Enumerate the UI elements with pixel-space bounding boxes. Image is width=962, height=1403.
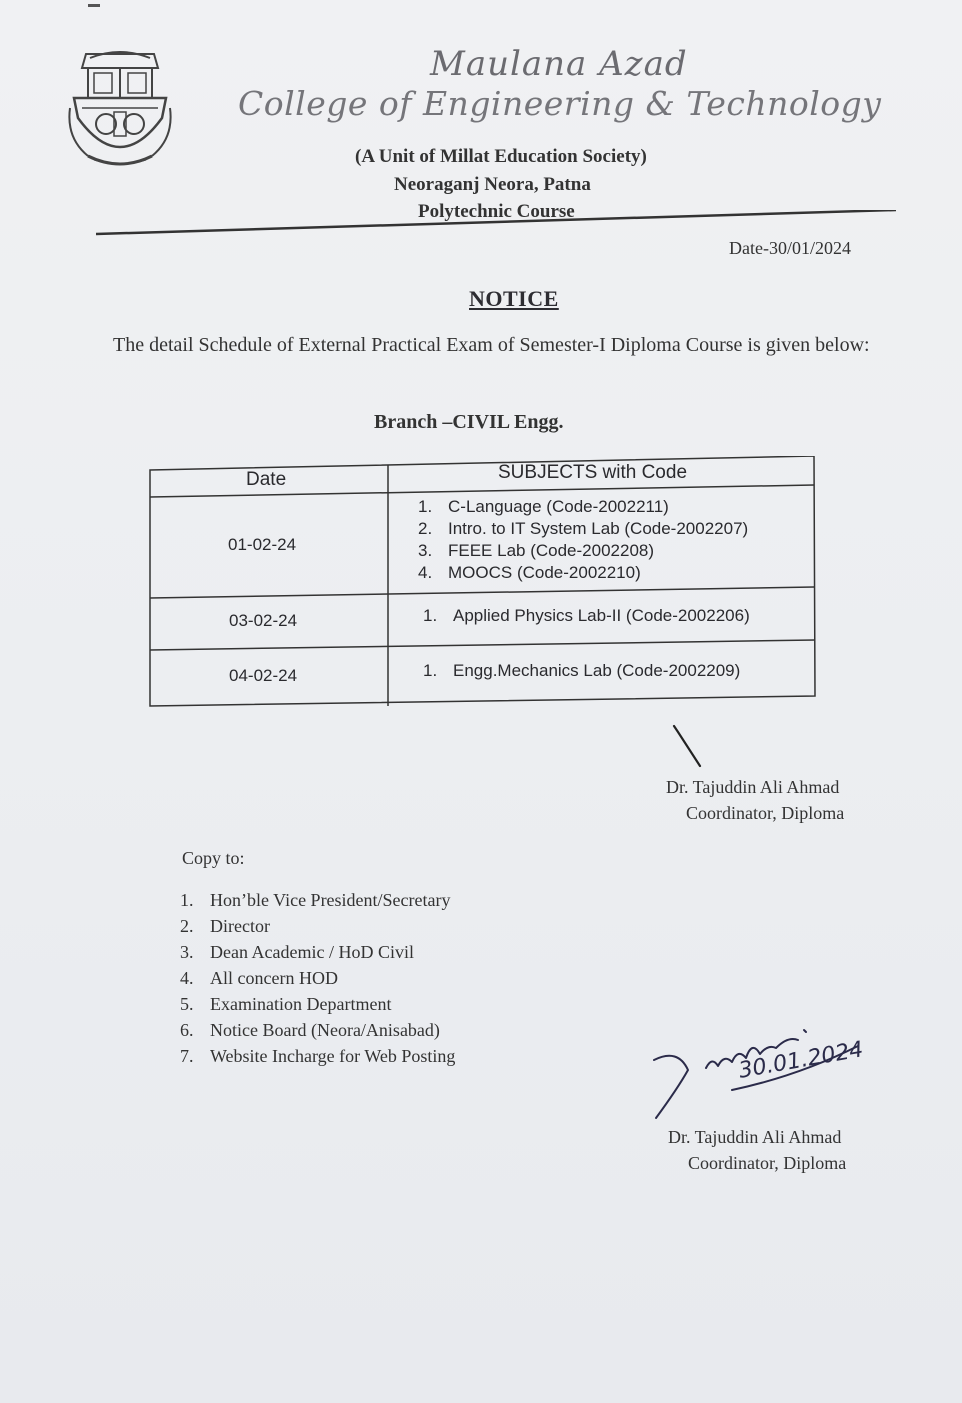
course-text: Polytechnic Course [418,201,575,222]
subject-num: 3. [418,541,433,560]
notice-intro: The detail Schedule of External Practical Exam of Semester-I Diploma Course is given below: [113,334,870,356]
list-text: Hon’ble Vice President/Secretary [210,890,451,910]
college-seal-logo [66,48,174,172]
list-item [180,965,455,991]
list-item [180,991,455,1017]
signatory-title: Coordinator, Diploma [688,1153,847,1173]
college-name-line2: College of Engineering & Technology [238,84,882,123]
schedule-table [148,456,818,710]
subject-item [423,606,750,626]
list-item [180,1017,455,1043]
college-name-line1: Maulana Azad [430,44,688,84]
notice-title: NOTICE [469,286,559,311]
subject-item [423,661,740,681]
copy-to-title: Copy to: [182,848,245,868]
notice-date: Date-30/01/2024 [729,238,851,258]
subject-item [418,496,748,518]
table-header-subjects: SUBJECTS with Code [498,462,688,483]
subject-item [418,518,748,540]
table-row-date: 04-02-24 [229,666,298,685]
list-num: 6. [180,1020,194,1040]
list-num: 3. [180,942,194,962]
initial-mark [668,720,708,770]
subject-text: MOOCS (Code-2002210) [448,563,641,582]
list-num: 1. [180,890,194,910]
branch-heading: Branch –CIVIL Engg. [374,411,564,433]
subject-num: 1. [423,661,438,680]
subject-item [418,562,748,584]
subject-num: 2. [418,519,433,538]
list-num: 5. [180,994,194,1014]
list-num: 2. [180,916,194,936]
list-text: Dean Academic / HoD Civil [210,942,414,962]
signatory-name: Dr. Tajuddin Ali Ahmad [668,1127,842,1147]
subject-list [418,496,748,584]
list-text: Director [210,916,270,936]
copy-to-list [180,887,455,1069]
signatory-name: Dr. Tajuddin Ali Ahmad [666,777,840,797]
list-text: Examination Department [210,994,392,1014]
subject-num: 1. [423,606,438,625]
scan-mark [88,4,100,7]
subject-text: Engg.Mechanics Lab (Code-2002209) [453,661,741,680]
signatory-title: Coordinator, Diploma [686,803,845,823]
list-item [180,887,455,913]
list-num: 7. [180,1046,194,1066]
subject-text: Intro. to IT System Lab (Code-2002207) [448,519,749,538]
table-row-date: 03-02-24 [229,611,298,630]
subject-text: Applied Physics Lab-II (Code-2002206) [453,606,750,625]
list-item [180,913,455,939]
subject-text: FEEE Lab (Code-2002208) [448,541,655,560]
list-text: Notice Board (Neora/Anisabad) [210,1020,440,1040]
subject-num: 4. [418,563,433,582]
header-divider [96,210,896,238]
subject-item [418,540,748,562]
unit-text: (A Unit of Millat Education Society) [355,146,647,167]
list-item [180,1043,455,1069]
list-text: Website Incharge for Web Posting [210,1046,456,1066]
subject-num: 1. [418,497,433,516]
list-num: 4. [180,968,194,988]
table-row-date: 01-02-24 [228,535,297,554]
signature-date: 30.01.2024 [736,1037,866,1084]
list-item [180,939,455,965]
list-text: All concern HOD [210,968,338,988]
address-text: Neoraganj Neora, Patna [394,174,591,195]
table-header-date: Date [246,469,287,490]
subject-text: C-Language (Code-2002211) [448,497,669,516]
